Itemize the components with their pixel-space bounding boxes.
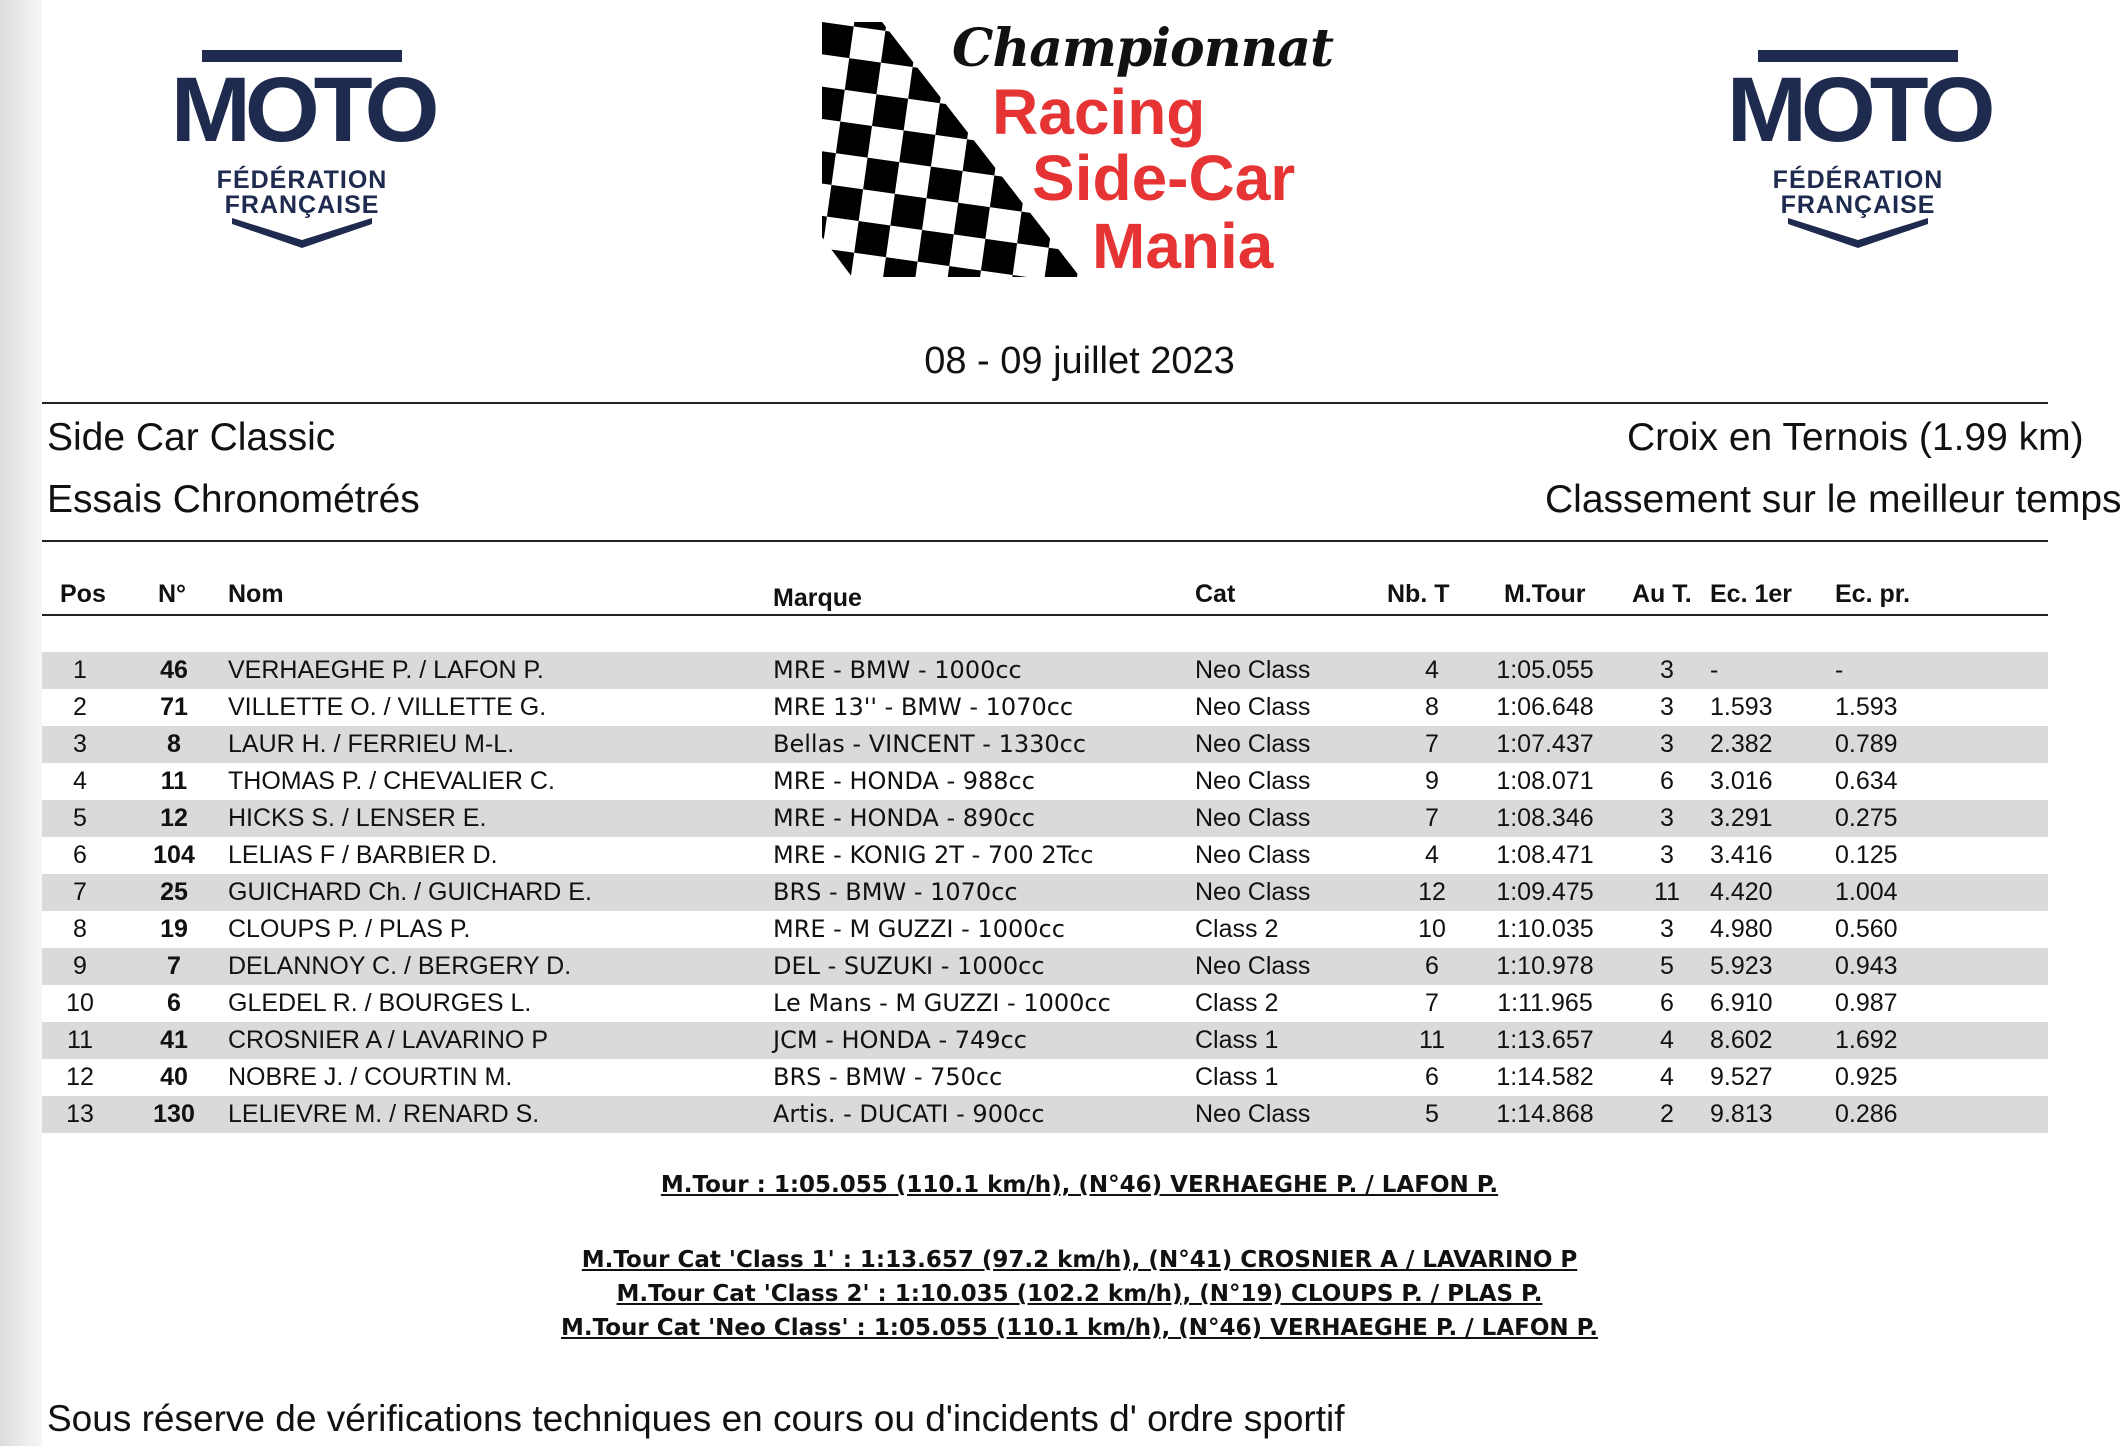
logo-word: MOTO xyxy=(1726,59,1990,161)
table-row xyxy=(42,763,2048,800)
cell-num: 11 xyxy=(160,767,188,795)
table-row xyxy=(42,837,2048,874)
cell-marque: MRE - KONIG 2T - 700 2Tcc xyxy=(773,841,1094,869)
cell-num: 130 xyxy=(153,1100,195,1128)
cell-marque: MRE - BMW - 1000cc xyxy=(773,656,1022,684)
cell-ecpr: 0.925 xyxy=(1835,1063,1898,1091)
cell-cat: Neo Class xyxy=(1195,804,1311,832)
cell-cat: Neo Class xyxy=(1195,730,1311,758)
col-marque: Marque xyxy=(773,584,862,612)
cell-nbt: 7 xyxy=(1425,804,1439,832)
cell-nbt: 6 xyxy=(1425,952,1439,980)
col-pos: Pos xyxy=(60,580,106,608)
logo-sidecar: Side-Car xyxy=(1032,142,1296,214)
cell-pos: 11 xyxy=(67,1026,93,1054)
cell-aut: 3 xyxy=(1660,656,1674,684)
chevron-icon xyxy=(232,218,372,248)
cell-nom: THOMAS P. / CHEVALIER C. xyxy=(228,767,555,795)
cell-mtour: 1:08.071 xyxy=(1496,767,1594,795)
cell-num: 25 xyxy=(160,878,188,906)
cell-ec1: 1.593 xyxy=(1710,693,1773,721)
cell-pos: 13 xyxy=(66,1100,94,1128)
cell-nom: CROSNIER A / LAVARINO P xyxy=(228,1026,548,1054)
cell-cat: Neo Class xyxy=(1195,767,1311,795)
cell-num: 19 xyxy=(160,915,188,943)
cell-cat: Neo Class xyxy=(1195,693,1311,721)
cell-pos: 10 xyxy=(66,989,94,1017)
cell-mtour: 1:10.978 xyxy=(1496,952,1594,980)
cell-ec1: 4.980 xyxy=(1710,915,1773,943)
cell-mtour: 1:07.437 xyxy=(1496,730,1594,758)
logo-word: MOTO xyxy=(170,59,434,161)
cell-mtour: 1:05.055 xyxy=(1496,656,1594,684)
cell-nom: DELANNOY C. / BERGERY D. xyxy=(228,952,572,980)
col-mtour: M.Tour xyxy=(1504,580,1586,608)
cell-aut: 2 xyxy=(1660,1100,1674,1128)
best-lap-class1: M.Tour Cat 'Class 1' : 1:13.657 (97.2 km/h), (N°41) CROSNIER A / LAVARINO P xyxy=(581,1247,1578,1273)
cell-marque: MRE - M GUZZI - 1000cc xyxy=(773,915,1065,943)
cell-pos: 5 xyxy=(73,804,87,832)
cell-nom: CLOUPS P. / PLAS P. xyxy=(228,915,471,943)
logo-line2: FRANÇAISE xyxy=(1780,191,1936,219)
ranking-method: Classement sur le meilleur temps xyxy=(1545,478,2122,521)
cell-nbt: 9 xyxy=(1425,767,1439,795)
cell-mtour: 1:09.475 xyxy=(1496,878,1594,906)
table-row xyxy=(42,985,2048,1022)
cell-num: 12 xyxy=(160,804,188,832)
cell-mtour: 1:08.471 xyxy=(1496,841,1594,869)
table-row xyxy=(42,1022,2048,1059)
cell-nom: VERHAEGHE P. / LAFON P. xyxy=(228,656,544,684)
cell-ec1: 3.016 xyxy=(1710,767,1773,795)
cell-mtour: 1:11.965 xyxy=(1497,989,1593,1017)
cell-ecpr: 1.593 xyxy=(1835,693,1898,721)
cell-ec1: 2.382 xyxy=(1710,730,1773,758)
cell-marque: Le Mans - M GUZZI - 1000cc xyxy=(773,989,1111,1017)
table-row xyxy=(42,1096,2048,1133)
cell-aut: 6 xyxy=(1660,989,1674,1017)
event-date: 08 - 09 juillet 2023 xyxy=(924,340,1235,382)
cell-nbt: 6 xyxy=(1425,1063,1439,1091)
col-ecpr: Ec. pr. xyxy=(1835,580,1911,608)
cell-num: 46 xyxy=(160,656,188,684)
cell-pos: 4 xyxy=(73,767,87,795)
disclaimer: Sous réserve de vérifications techniques en cours ou d'incidents d' ordre sportif xyxy=(47,1398,1345,1439)
cell-pos: 8 xyxy=(73,915,87,943)
circuit-name: Croix en Ternois (1.99 km) xyxy=(1627,416,2084,459)
cell-ec1: 3.291 xyxy=(1710,804,1773,832)
cell-mtour: 1:14.868 xyxy=(1496,1100,1594,1128)
cell-aut: 4 xyxy=(1660,1063,1674,1091)
cell-num: 71 xyxy=(160,693,188,721)
cell-cat: Neo Class xyxy=(1195,841,1311,869)
cell-mtour: 1:06.648 xyxy=(1496,693,1594,721)
cell-cat: Class 1 xyxy=(1195,1063,1279,1091)
cell-marque: BRS - BMW - 750cc xyxy=(773,1063,1003,1091)
cell-aut: 3 xyxy=(1660,730,1674,758)
cell-mtour: 1:08.346 xyxy=(1496,804,1594,832)
cell-ec1: 4.420 xyxy=(1710,878,1773,906)
cell-pos: 1 xyxy=(73,656,87,684)
ffm-logo-left xyxy=(172,50,432,245)
cell-num: 104 xyxy=(153,841,195,869)
col-cat: Cat xyxy=(1195,580,1236,608)
best-lap-class2: M.Tour Cat 'Class 2' : 1:10.035 (102.2 km/h), (N°19) CLOUPS P. / PLAS P. xyxy=(616,1281,1543,1307)
cell-ecpr: 0.286 xyxy=(1835,1100,1898,1128)
cell-pos: 9 xyxy=(73,952,87,980)
cell-pos: 7 xyxy=(73,878,87,906)
results-document xyxy=(42,0,2122,1446)
cell-ec1: 9.813 xyxy=(1710,1100,1773,1128)
table-row xyxy=(42,874,2048,911)
cell-aut: 3 xyxy=(1660,841,1674,869)
cell-mtour: 1:10.035 xyxy=(1496,915,1594,943)
col-nom: Nom xyxy=(228,580,284,608)
cell-ecpr: 0.634 xyxy=(1835,767,1898,795)
cell-ecpr: 1.004 xyxy=(1835,878,1898,906)
cell-aut: 6 xyxy=(1660,767,1674,795)
cell-nbt: 7 xyxy=(1425,989,1439,1017)
cell-marque: Bellas - VINCENT - 1330cc xyxy=(773,730,1087,758)
cell-ecpr: 1.692 xyxy=(1835,1026,1898,1054)
cell-nbt: 7 xyxy=(1425,730,1439,758)
table-row xyxy=(42,726,2048,763)
cell-ecpr: 0.560 xyxy=(1835,915,1898,943)
cell-aut: 5 xyxy=(1660,952,1674,980)
cell-aut: 3 xyxy=(1660,915,1674,943)
divider xyxy=(42,540,2048,542)
table-header xyxy=(42,580,2048,614)
cell-nom: VILLETTE O. / VILLETTE G. xyxy=(228,693,547,721)
cell-ecpr: 0.943 xyxy=(1835,952,1898,980)
cell-pos: 6 xyxy=(73,841,87,869)
cell-cat: Class 2 xyxy=(1195,989,1279,1017)
cell-ec1: 8.602 xyxy=(1710,1026,1773,1054)
cell-aut: 4 xyxy=(1660,1026,1674,1054)
cell-num: 8 xyxy=(167,730,181,758)
cell-ec1: 3.416 xyxy=(1710,841,1773,869)
cell-num: 7 xyxy=(167,952,181,980)
session-name: Essais Chronométrés xyxy=(47,478,420,521)
results-table xyxy=(42,652,2048,1133)
cell-nom: LELIAS F / BARBIER D. xyxy=(228,841,498,869)
cell-nom: LELIEVRE M. / RENARD S. xyxy=(228,1100,540,1128)
table-row xyxy=(42,1059,2048,1096)
cell-nom: HICKS S. / LENSER E. xyxy=(228,804,487,832)
cell-marque: MRE - HONDA - 988cc xyxy=(773,767,1035,795)
cell-aut: 3 xyxy=(1660,804,1674,832)
chevron-icon xyxy=(1788,218,1928,248)
table-row xyxy=(42,652,2048,689)
cell-nom: GUICHARD Ch. / GUICHARD E. xyxy=(228,878,592,906)
cell-num: 40 xyxy=(160,1063,188,1091)
cell-pos: 12 xyxy=(66,1063,94,1091)
cell-nbt: 8 xyxy=(1425,693,1439,721)
cell-nbt: 12 xyxy=(1418,878,1446,906)
cell-mtour: 1:13.657 xyxy=(1496,1026,1594,1054)
cell-cat: Class 2 xyxy=(1195,915,1279,943)
cell-ecpr: 0.275 xyxy=(1835,804,1898,832)
cell-aut: 11 xyxy=(1654,878,1680,906)
best-lap-neo: M.Tour Cat 'Neo Class' : 1:05.055 (110.1 km/h), (N°46) VERHAEGHE P. / LAFON P. xyxy=(560,1315,1599,1341)
cell-num: 6 xyxy=(167,989,181,1017)
cell-ecpr: 0.987 xyxy=(1835,989,1898,1017)
championship-title: Championnat xyxy=(952,18,1334,79)
cell-pos: 3 xyxy=(73,730,87,758)
table-row xyxy=(42,689,2048,726)
cell-ec1: 5.923 xyxy=(1710,952,1773,980)
cell-ecpr: 0.789 xyxy=(1835,730,1898,758)
col-nbt: Nb. T xyxy=(1387,580,1450,608)
cell-marque: BRS - BMW - 1070cc xyxy=(773,878,1018,906)
logo-racing: Racing xyxy=(992,76,1206,148)
header-divider xyxy=(42,614,2048,616)
event-class: Side Car Classic xyxy=(47,416,336,459)
cell-pos: 2 xyxy=(73,693,87,721)
table-row xyxy=(42,948,2048,985)
cell-marque: Artis. - DUCATI - 900cc xyxy=(773,1100,1045,1128)
cell-ec1: 9.527 xyxy=(1710,1063,1773,1091)
ffm-logo-right xyxy=(1728,50,1988,245)
cell-nom: LAUR H. / FERRIEU M-L. xyxy=(228,730,515,758)
cell-nom: NOBRE J. / COURTIN M. xyxy=(228,1063,513,1091)
cell-mtour: 1:14.582 xyxy=(1496,1063,1594,1091)
table-row xyxy=(42,800,2048,837)
cell-nbt: 4 xyxy=(1425,841,1439,869)
logo-line2: FRANÇAISE xyxy=(224,191,380,219)
cell-ec1: - xyxy=(1710,656,1719,684)
cell-nbt: 4 xyxy=(1425,656,1439,684)
cell-nbt: 10 xyxy=(1418,915,1446,943)
cell-num: 41 xyxy=(160,1026,188,1054)
col-aut: Au T. xyxy=(1632,580,1692,608)
logo-line1: FÉDÉRATION xyxy=(216,166,388,194)
cell-ecpr: - xyxy=(1835,656,1844,684)
cell-ec1: 6.910 xyxy=(1710,989,1773,1017)
cell-nbt: 11 xyxy=(1419,1026,1445,1054)
cell-aut: 3 xyxy=(1660,693,1674,721)
cell-nom: GLEDEL R. / BOURGES L. xyxy=(228,989,532,1017)
best-lap-summary: M.Tour : 1:05.055 (110.1 km/h), (N°46) VERHAEGHE P. / LAFON P. xyxy=(660,1172,1499,1198)
cell-ecpr: 0.125 xyxy=(1835,841,1898,869)
cell-cat: Neo Class xyxy=(1195,656,1311,684)
cell-marque: DEL - SUZUKI - 1000cc xyxy=(773,952,1045,980)
cell-cat: Neo Class xyxy=(1195,952,1311,980)
table-row xyxy=(42,911,2048,948)
col-num: N° xyxy=(158,580,187,608)
cell-marque: MRE - HONDA - 890cc xyxy=(773,804,1035,832)
cell-marque: MRE 13'' - BMW - 1070cc xyxy=(773,693,1074,721)
cell-marque: JCM - HONDA - 749cc xyxy=(773,1026,1027,1054)
divider xyxy=(42,402,2048,404)
col-ec1: Ec. 1er xyxy=(1710,580,1793,608)
cell-cat: Neo Class xyxy=(1195,878,1311,906)
logo-line1: FÉDÉRATION xyxy=(1772,166,1944,194)
cell-cat: Class 1 xyxy=(1195,1026,1279,1054)
cell-nbt: 5 xyxy=(1425,1100,1439,1128)
cell-cat: Neo Class xyxy=(1195,1100,1311,1128)
logo-mania: Mania xyxy=(1092,210,1274,282)
page-left-shadow xyxy=(0,0,42,1446)
